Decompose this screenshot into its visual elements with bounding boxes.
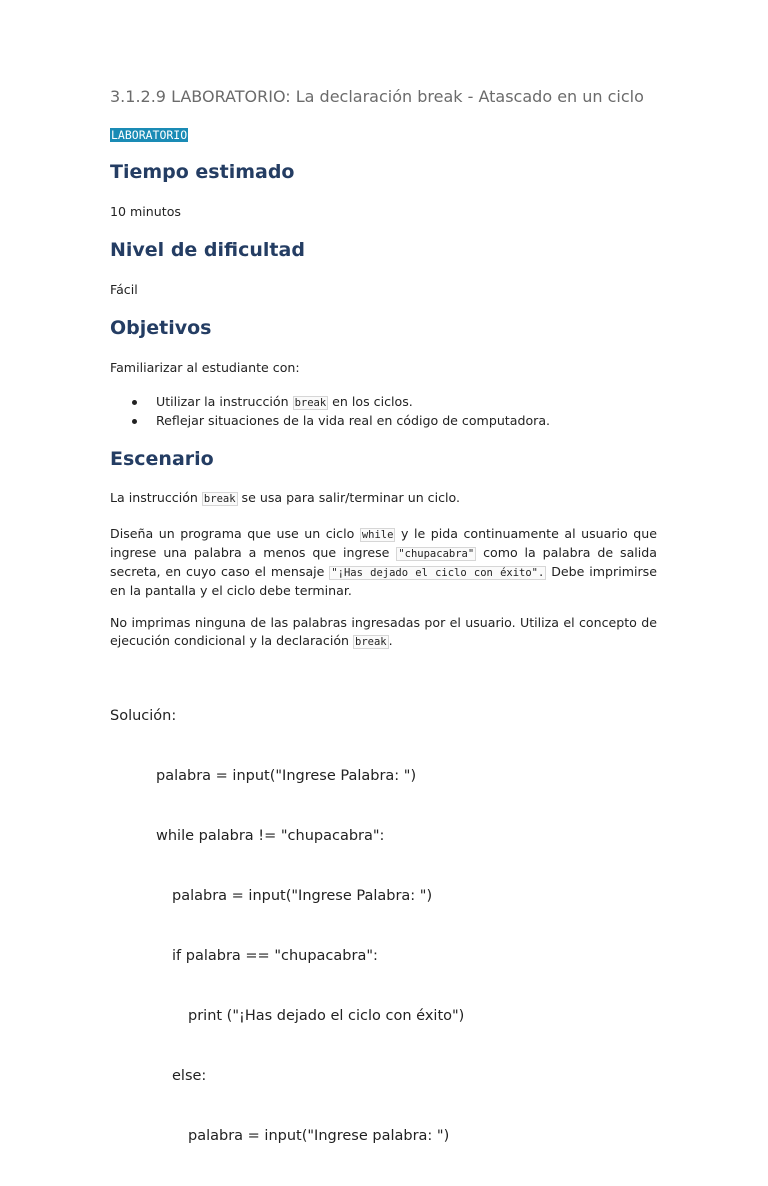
inline-code: break [203,493,236,505]
difficulty-value: Fácil [110,282,138,297]
code-line: palabra = input("Ingrese Palabra: ") [156,768,417,784]
list-item: Reflejar situaciones de la vida real en código de computadora. [110,412,550,430]
document-title: 3.1.2.9 LABORATORIO: La declaración break - Atascado en un ciclo [110,87,644,106]
inline-code: "¡Has dejado el ciclo con éxito". [331,567,545,579]
list-item: Utilizar la instrucción break en los ciclos. [110,393,550,412]
difficulty-heading: Nivel de dificultad [110,239,305,261]
scenario-heading: Escenario [110,448,214,470]
scenario-paragraph-3: No imprimas ninguna de las palabras ingresadas por el usuario. Utiliza el concepto de ejecución condicional y la declaración break . [110,615,657,648]
bullet-icon [132,400,137,405]
code-line: if palabra == "chupacabra": [172,948,378,964]
inline-code: "chupacabra" [398,548,475,560]
inline-code: break [294,397,327,409]
inline-code: while [361,529,394,541]
inline-code: break [355,636,387,648]
code-line: while palabra != "chupacabra": [156,828,385,844]
objectives-intro: Familiarizar al estudiante con: [110,360,300,375]
solution-block [110,666,464,1186]
code-line: palabra = input("Ingrese Palabra: ") [172,888,433,904]
code-line: palabra = input("Ingrese palabra: ") [188,1128,450,1144]
estimated-time-value: 10 minutos [110,204,181,219]
scenario-paragraph-2: Diseña un programa que use un ciclo while y le pida continuamente al usuario que ingrese una palabra a menos que ingrese "chupacabra" como la palabra de salida secreta, en cuyo caso el mensaje "¡Has dejado el ciclo con éxito". Debe imprimirse en la pantalla y el ciclo debe terminar. [110,526,657,598]
objectives-list [110,393,550,430]
lab-badge: LABORATORIO [111,128,188,142]
estimated-time-heading: Tiempo estimado [110,161,295,183]
objectives-heading: Objetivos [110,317,212,339]
solution-label: Solución: [110,708,177,724]
bullet-icon [132,419,137,424]
scenario-paragraph-1: La instrucción break se usa para salir/terminar un ciclo. [110,490,461,505]
code-line: else: [172,1068,207,1084]
code-line: print ("¡Has dejado el ciclo con éxito") [188,1008,465,1024]
